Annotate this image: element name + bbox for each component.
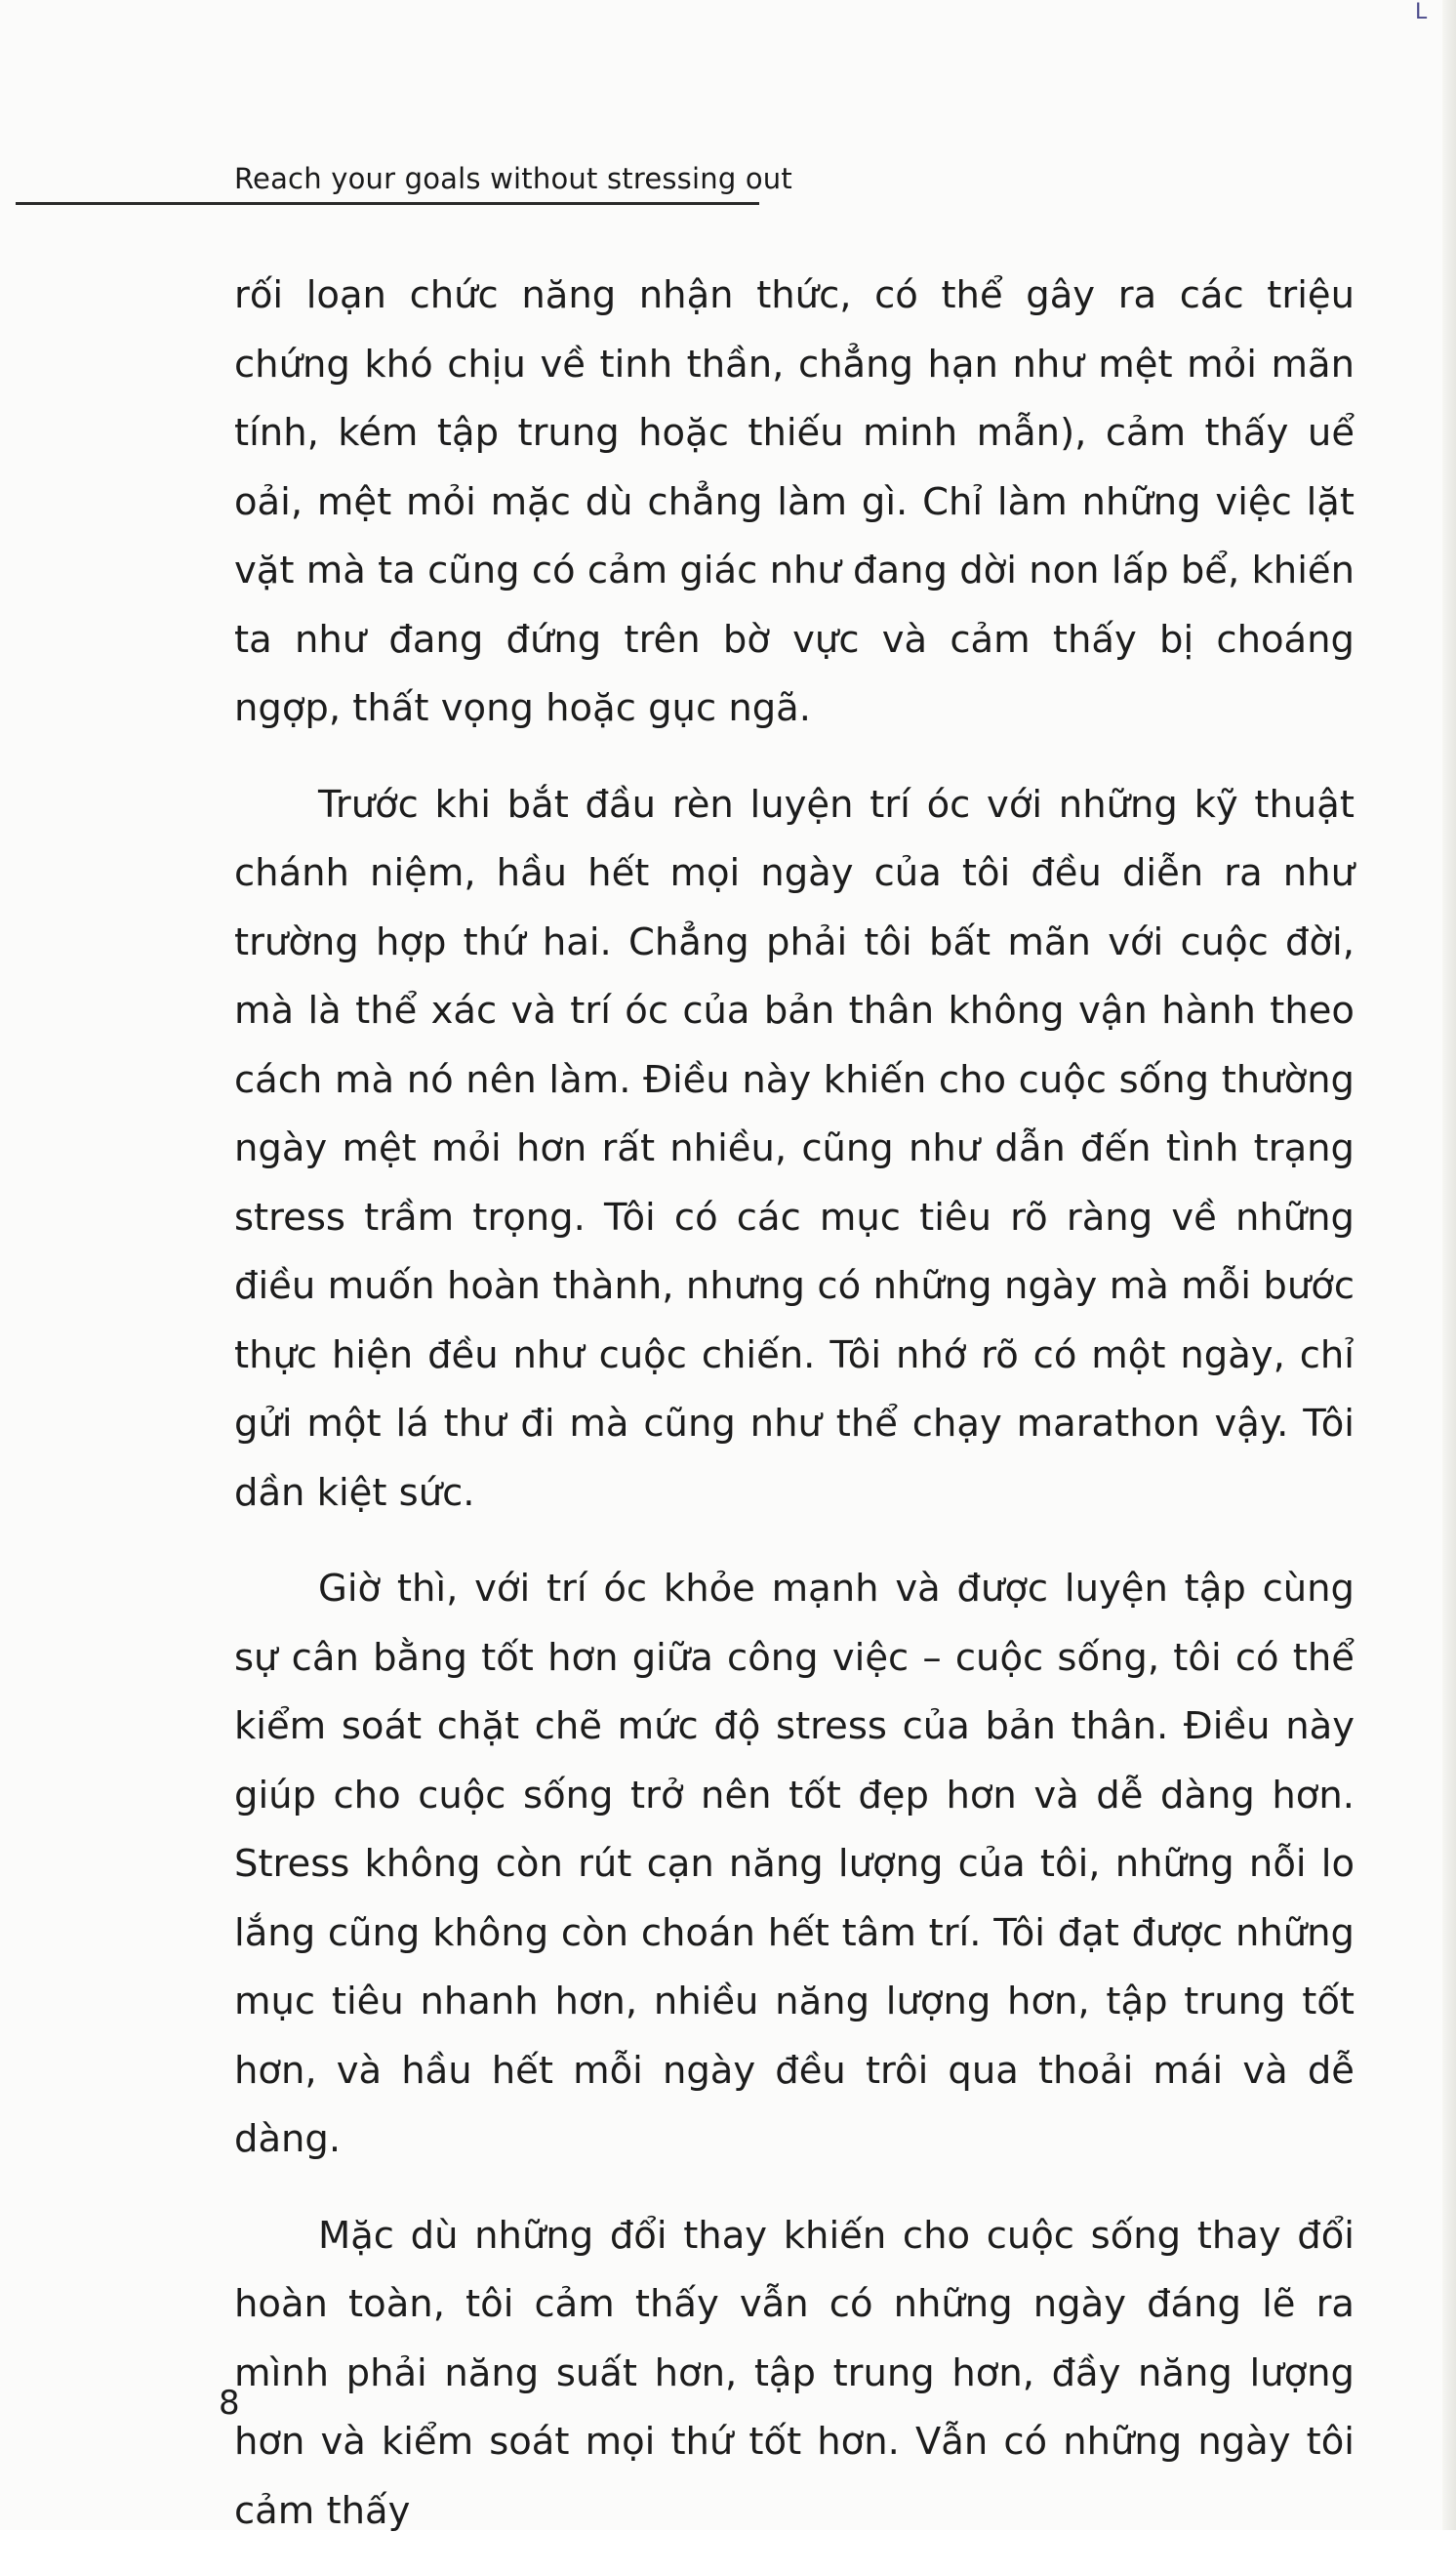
paragraph-3: Giờ thì, với trí óc khỏe mạnh và được luyện tập cùng sự cân bằng tốt hơn giữa công việc – cuộc sống, tôi có thể kiểm soát chặt chẽ mức độ stress của bản thân. Điều này giúp cho cuộc sống trở nên tốt đẹp hơn và dễ dàng hơn. Stress không còn rút cạn năng lượng của tôi, những nỗi lo lắng cũng không còn choán hết tâm trí. Tôi đạt được những mục tiêu nhanh hơn, nhiều năng lượng hơn, tập trung tốt hơn, và hầu hết mỗi ngày đều trôi qua thoải mái và dễ dàng. <box>234 1567 1355 2161</box>
corner-mark: L <box>1415 0 1428 24</box>
running-header: Reach your goals without stressing out <box>234 162 792 195</box>
paragraph-4: Mặc dù những đổi thay khiến cho cuộc sống thay đổi hoàn toàn, tôi cảm thấy vẫn có những ngày đáng lẽ ra mình phải năng suất hơn, tập trung hơn, đầy năng lượng hơn và kiểm soát mọi thứ tốt hơn. Vẫn có những ngày tôi cảm thấy <box>234 2213 1355 2533</box>
paragraph-1: rối loạn chức năng nhận thức, có thể gây ra các triệu chứng khó chịu về tinh thần, chẳng hạn như mệt mỏi mãn tính, kém tập trung hoặc thiếu minh mẫn), cảm thấy uể oải, mệt mỏi mặc dù chẳng làm gì. Chỉ làm những việc lặt vặt mà ta cũng có cảm giác như đang dời non lấp bể, khiến ta như đang đứng trên bờ vực và cảm thấy bị choáng ngợp, thất vọng hoặc gục ngã. <box>234 273 1355 730</box>
page-edge-shadow <box>1442 0 1456 2530</box>
header-rule <box>16 202 759 205</box>
page-number: 8 <box>219 2384 240 2423</box>
paragraph-2: Trước khi bắt đầu rèn luyện trí óc với những kỹ thuật chánh niệm, hầu hết mọi ngày của tôi đều diễn ra như trường hợp thứ hai. Chẳng phải tôi bất mãn với cuộc đời, mà là thể xác và trí óc của bản thân không vận hành theo cách mà nó nên làm. Điều này khiến cho cuộc sống thường ngày mệt mỏi hơn rất nhiều, cũng như dẫn đến tình trạng stress trầm trọng. Tôi có các mục tiêu rõ ràng về những điều muốn hoàn thành, nhưng có những ngày mà mỗi bước thực hiện đều như cuộc chiến. Tôi nhớ rõ có một ngày, chỉ gửi một lá thư đi mà cũng như thể chạy marathon vậy. Tôi dần kiệt sức. <box>234 782 1355 1515</box>
body-text <box>234 262 1355 2573</box>
